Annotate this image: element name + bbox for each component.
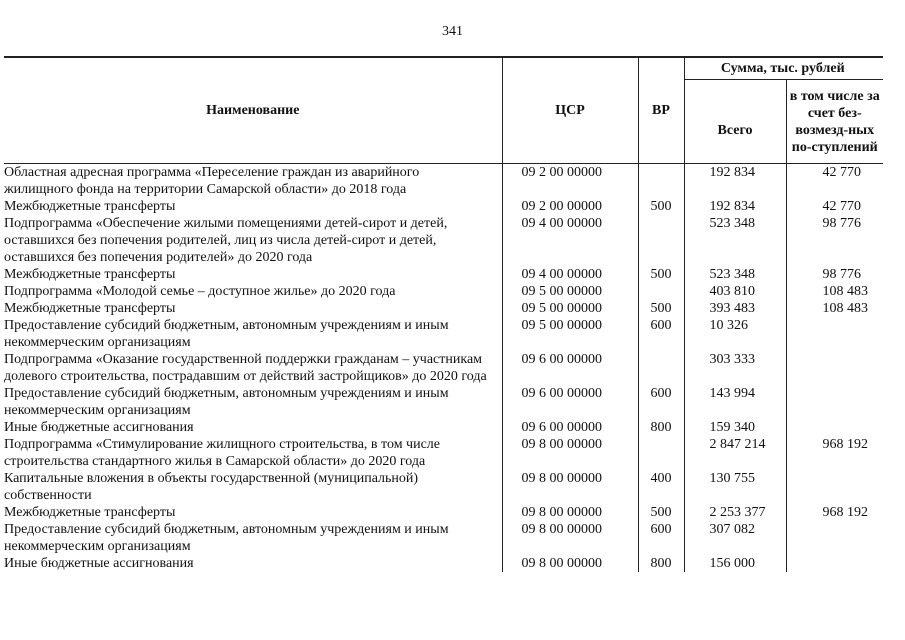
row-total: 303 333 xyxy=(684,351,786,385)
row-csr: 09 2 00 00000 xyxy=(502,164,638,199)
row-vr: 500 xyxy=(638,266,684,283)
row-vr: 500 xyxy=(638,198,684,215)
row-name: Межбюджетные трансферты xyxy=(4,301,176,316)
table-row xyxy=(4,266,883,283)
row-vr: 800 xyxy=(638,555,684,572)
table-row xyxy=(4,198,883,215)
row-name: Иные бюджетные ассигнования xyxy=(4,556,194,571)
table-row xyxy=(4,351,883,385)
row-total: 192 834 xyxy=(684,198,786,215)
row-vr: 600 xyxy=(638,385,684,419)
row-vr: 600 xyxy=(638,521,684,555)
row-csr: 09 8 00 00000 xyxy=(502,470,638,504)
row-free: 968 192 xyxy=(786,504,883,521)
row-name: Предоставление субсидий бюджетным, автономным учреждениям и иным некоммерческим организациям xyxy=(4,522,449,554)
row-csr: 09 8 00 00000 xyxy=(502,555,638,572)
row-csr: 09 8 00 00000 xyxy=(502,504,638,521)
row-free xyxy=(786,470,883,504)
row-total: 2 253 377 xyxy=(684,504,786,521)
row-csr: 09 6 00 00000 xyxy=(502,385,638,419)
table-row xyxy=(4,164,883,199)
row-name: Межбюджетные трансферты xyxy=(4,267,176,282)
row-free: 98 776 xyxy=(786,266,883,283)
row-vr xyxy=(638,164,684,199)
row-free xyxy=(786,351,883,385)
table-row xyxy=(4,317,883,351)
row-total: 403 810 xyxy=(684,283,786,300)
row-name: Подпрограмма «Стимулирование жилищного строительства, в том числе строительства стандартного жилья в Самарской области» до 2020 года xyxy=(4,437,441,469)
table-row xyxy=(4,419,883,436)
row-total: 307 082 xyxy=(684,521,786,555)
page-number: 341 xyxy=(442,24,463,39)
header-free: в том числе за счет без-возмезд-ных по-ступлений xyxy=(786,80,883,164)
table-row xyxy=(4,504,883,521)
row-total: 393 483 xyxy=(684,300,786,317)
row-total: 156 000 xyxy=(684,555,786,572)
row-name: Подпрограмма «Молодой семье – доступное жилье» до 2020 года xyxy=(4,284,396,299)
row-free xyxy=(786,521,883,555)
row-name: Областная адресная программа «Переселение граждан из аварийного жилищного фонда на территории Самарской области» до 2018 года xyxy=(4,165,420,197)
row-vr xyxy=(638,215,684,266)
row-total: 523 348 xyxy=(684,215,786,266)
table-row xyxy=(4,300,883,317)
row-total: 523 348 xyxy=(684,266,786,283)
row-total: 10 326 xyxy=(684,317,786,351)
table-header xyxy=(4,57,883,164)
budget-table xyxy=(4,56,883,572)
row-csr: 09 5 00 00000 xyxy=(502,317,638,351)
row-name: Межбюджетные трансферты xyxy=(4,199,176,214)
header-name: Наименование xyxy=(4,57,502,164)
table-row xyxy=(4,215,883,266)
row-vr xyxy=(638,351,684,385)
table-row xyxy=(4,436,883,470)
row-total: 143 994 xyxy=(684,385,786,419)
row-total: 130 755 xyxy=(684,470,786,504)
row-vr xyxy=(638,283,684,300)
table-row xyxy=(4,283,883,300)
row-name: Предоставление субсидий бюджетным, автономным учреждениям и иным некоммерческим организациям xyxy=(4,386,449,418)
row-free xyxy=(786,385,883,419)
row-free xyxy=(786,317,883,351)
row-vr: 500 xyxy=(638,300,684,317)
row-vr xyxy=(638,436,684,470)
header-csr: ЦСР xyxy=(502,57,638,164)
row-total: 192 834 xyxy=(684,164,786,199)
table-body xyxy=(4,164,883,573)
table-row xyxy=(4,470,883,504)
row-free xyxy=(786,555,883,572)
row-csr: 09 6 00 00000 xyxy=(502,351,638,385)
row-vr: 800 xyxy=(638,419,684,436)
row-csr: 09 2 00 00000 xyxy=(502,198,638,215)
row-csr: 09 5 00 00000 xyxy=(502,283,638,300)
row-csr: 09 4 00 00000 xyxy=(502,215,638,266)
table-row xyxy=(4,521,883,555)
row-free: 42 770 xyxy=(786,198,883,215)
row-free: 108 483 xyxy=(786,300,883,317)
row-free xyxy=(786,419,883,436)
row-csr: 09 6 00 00000 xyxy=(502,419,638,436)
row-csr: 09 8 00 00000 xyxy=(502,436,638,470)
table-row xyxy=(4,555,883,572)
row-free: 968 192 xyxy=(786,436,883,470)
row-free: 42 770 xyxy=(786,164,883,199)
row-name: Предоставление субсидий бюджетным, автономным учреждениям и иным некоммерческим организациям xyxy=(4,318,449,350)
row-total: 159 340 xyxy=(684,419,786,436)
row-free: 98 776 xyxy=(786,215,883,266)
row-name: Подпрограмма «Оказание государственной поддержки гражданам – участникам долевого строительства, пострадавшим от действий застройщиков» до 2020 года xyxy=(4,352,487,384)
row-vr: 500 xyxy=(638,504,684,521)
header-sum: Сумма, тыс. рублей xyxy=(684,57,883,80)
header-vr: ВР xyxy=(638,57,684,164)
row-total: 2 847 214 xyxy=(684,436,786,470)
row-name: Иные бюджетные ассигнования xyxy=(4,420,194,435)
row-csr: 09 5 00 00000 xyxy=(502,300,638,317)
table-row xyxy=(4,385,883,419)
row-name: Подпрограмма «Обеспечение жилыми помещениями детей-сирот и детей, оставшихся без попечения родителей, лиц из числа детей-сирот и детей, оставшихся без попечения родителей» до 2020 года xyxy=(4,216,448,265)
row-vr: 600 xyxy=(638,317,684,351)
row-csr: 09 8 00 00000 xyxy=(502,521,638,555)
row-name: Капитальные вложения в объекты государственной (муниципальной) собственности xyxy=(4,471,419,503)
row-csr: 09 4 00 00000 xyxy=(502,266,638,283)
row-name: Межбюджетные трансферты xyxy=(4,505,176,520)
header-total: Всего xyxy=(684,80,786,164)
row-free: 108 483 xyxy=(786,283,883,300)
row-vr: 400 xyxy=(638,470,684,504)
